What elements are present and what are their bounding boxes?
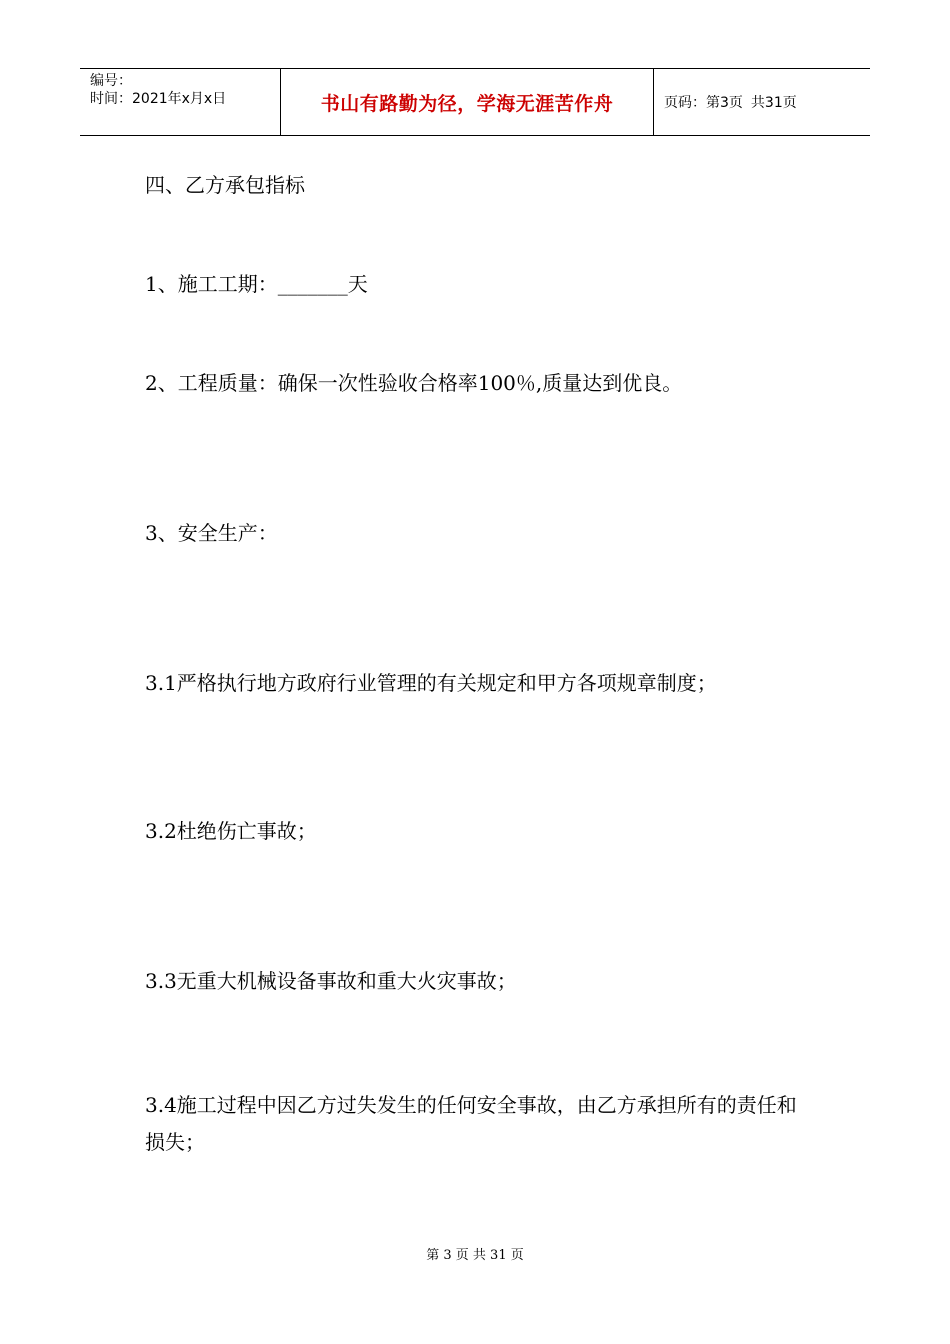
header-page-total: 共31页 bbox=[750, 95, 797, 111]
item-no-major-accidents: 3.3无重大机械设备事故和重大火灾事故； bbox=[145, 969, 517, 993]
header-motto-cell bbox=[281, 69, 654, 135]
item-safety-production: 3、安全生产： bbox=[145, 521, 278, 545]
document-date-label: 时间：2021年x月x日 bbox=[90, 91, 227, 107]
header-page-cell bbox=[654, 69, 870, 135]
item-construction-period: 1、施工工期：_______天 bbox=[145, 272, 368, 296]
header-meta-cell bbox=[80, 69, 281, 135]
page-header bbox=[80, 68, 870, 136]
document-number-label: 编号： bbox=[90, 73, 132, 89]
item-liability: 3.4施工过程中因乙方过失发生的任何安全事故，由乙方承担所有的责任和损失； bbox=[145, 1093, 797, 1154]
item-no-casualties: 3.2杜绝伤亡事故； bbox=[145, 819, 317, 843]
item-safety-rules: 3.1严格执行地方政府行业管理的有关规定和甲方各项规章制度； bbox=[145, 671, 717, 695]
item-project-quality: 2、工程质量：确保一次性验收合格率100％,质量达到优良。 bbox=[145, 371, 683, 395]
header-motto: 书山有路勤为径，学海无涯苦作舟 bbox=[320, 92, 614, 115]
page-footer: 第 3 页 共 31 页 bbox=[426, 1248, 524, 1263]
section-title: 四、乙方承包指标 bbox=[145, 173, 305, 197]
header-page-number: 页码：第3页 bbox=[664, 95, 743, 111]
